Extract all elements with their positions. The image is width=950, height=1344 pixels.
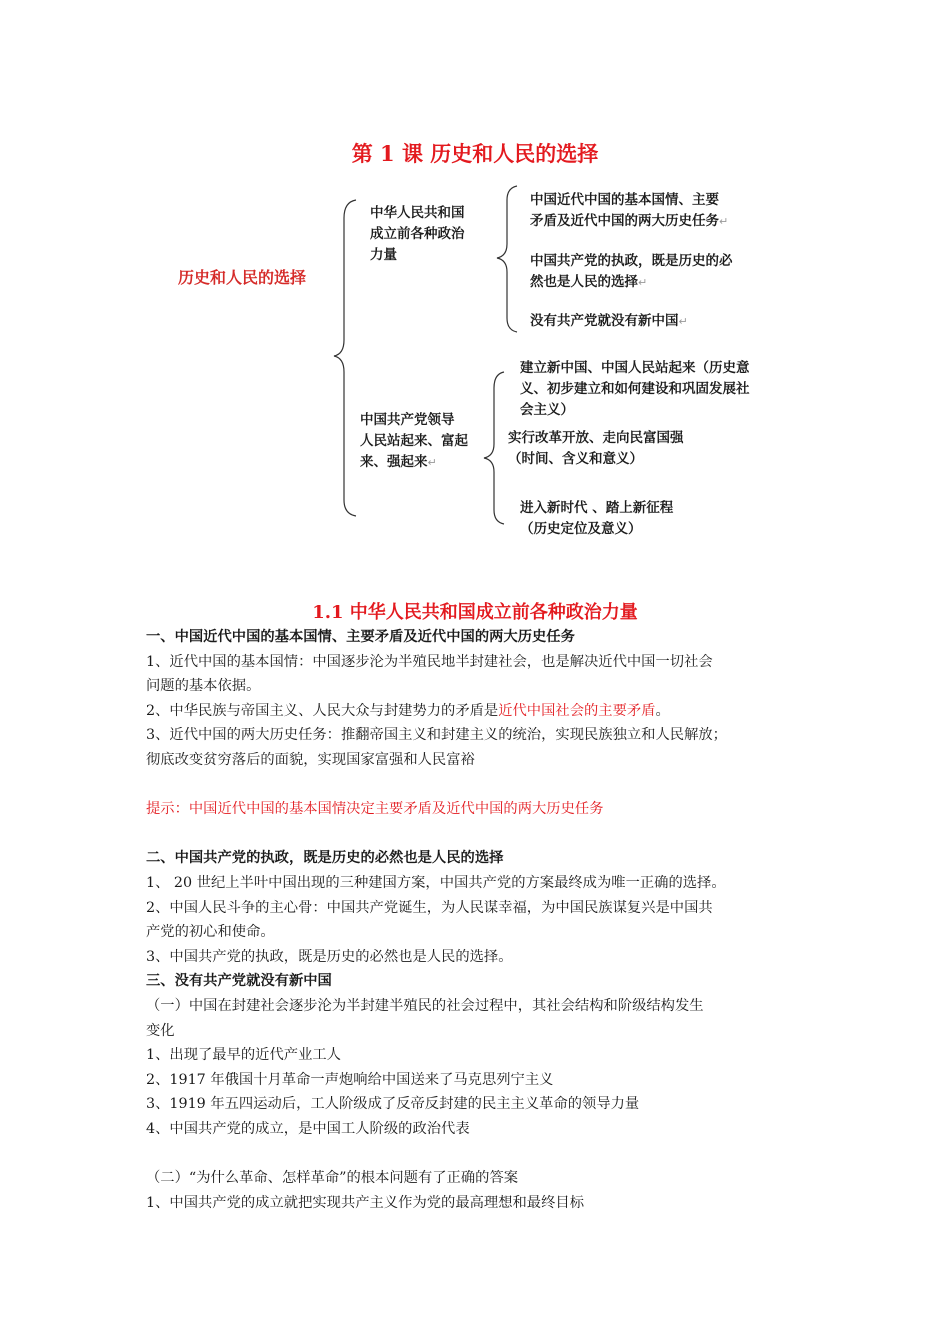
highlight-text: 近代中国社会的主要矛盾 xyxy=(498,702,656,719)
heading-3: 三、没有共产党就没有新中国 xyxy=(146,973,332,990)
paragraph: 变化 xyxy=(146,1022,175,1039)
paragraph: （一）中国在封建社会逐步沦为半封建半殖民的社会过程中，其社会结构和阶级结构发生 xyxy=(146,997,704,1014)
page-title: 第 1 课 历史和人民的选择 xyxy=(351,141,599,166)
heading-2: 二、中国共产党的执政，既是历史的必然也是人民的选择 xyxy=(146,850,504,867)
section-title: 1.1 中华人民共和国成立前各种政治力量 xyxy=(312,602,638,623)
paragraph: 2、1917 年俄国十月革命一声炮响给中国送来了马克思列宁主义 xyxy=(146,1071,554,1088)
paragraph: 彻底改变贫穷落后的面貌，实现国家富强和人民富裕 xyxy=(146,751,475,768)
paragraph: 1、出现了最早的近代产业工人 xyxy=(146,1047,341,1064)
heading-1: 一、中国近代中国的基本国情、主要矛盾及近代中国的两大历史任务 xyxy=(146,629,575,645)
paragraph: 3、1919 年五四运动后，工人阶级成了反帝反封建的民主主义革命的领导力量 xyxy=(146,1096,640,1113)
paragraph: 产党的初心和使命。 xyxy=(146,924,275,941)
paragraph: 3、近代中国的两大历史任务：推翻帝国主义和封建主义的统治，实现民族独立和人民解放； xyxy=(146,727,727,744)
mindmap-braces xyxy=(0,0,950,600)
branch1-item-2: 中国共产党的执政，既是历史的必 然也是人民的选择↵ xyxy=(530,253,733,290)
branch2-item-1: 建立新中国、中国人民站起来（历史意 义、初步建立和如何建设和巩固发展社 会主义） xyxy=(520,360,750,418)
mindmap-root: 历史和人民的选择 xyxy=(178,268,307,287)
paragraph: 问题的基本依据。 xyxy=(146,678,261,695)
paragraph: 1、中国共产党的成立就把实现共产主义作为党的最高理想和最终目标 xyxy=(146,1194,584,1211)
main-brace xyxy=(334,200,356,516)
upper-brace xyxy=(497,186,517,332)
branch2-item-3: 进入新时代 、踏上新征程 （历史定位及意义） xyxy=(520,500,674,537)
tip-text: 提示：中国近代中国的基本国情决定主要矛盾及近代中国的两大历史任务 xyxy=(146,801,604,818)
branch1-item-1: 中国近代中国的基本国情、主要 矛盾及近代中国的两大历史任务↵ xyxy=(530,192,729,229)
branch1-label: 中华人民共和国 成立前各种政治 力量 xyxy=(370,205,465,263)
paragraph: 2、中华民族与帝国主义、人民大众与封建势力的矛盾是近代中国社会的主要矛盾。 xyxy=(146,702,670,719)
document-body xyxy=(146,625,826,1215)
paragraph: 1、近代中国的基本国情：中国逐步沦为半殖民地半封建社会，也是解决近代中国一切社会 xyxy=(146,653,713,670)
branch2-item-2: 实行改革开放、走向民富国强 （时间、含义和意义） xyxy=(508,430,684,467)
paragraph: 3、中国共产党的执政，既是历史的必然也是人民的选择。 xyxy=(146,948,513,965)
branch2-label: 中国共产党领导 人民站起来、富起 来、强起来↵ xyxy=(360,412,468,470)
paragraph: 4、中国共产党的成立，是中国工人阶级的政治代表 xyxy=(146,1120,470,1137)
branch1-item-3: 没有共产党就没有新中国↵ xyxy=(530,313,688,329)
paragraph: （二）“为什么革命、怎样革命”的根本问题有了正确的答案 xyxy=(146,1170,519,1187)
paragraph: 2、中国人民斗争的主心骨：中国共产党诞生，为人民谋幸福，为中国民族谋复兴是中国共 xyxy=(146,899,713,916)
lower-brace xyxy=(484,372,504,524)
paragraph: 1、 20 世纪上半叶中国出现的三种建国方案，中国共产党的方案最终成为唯一正确的选择。 xyxy=(146,874,726,891)
